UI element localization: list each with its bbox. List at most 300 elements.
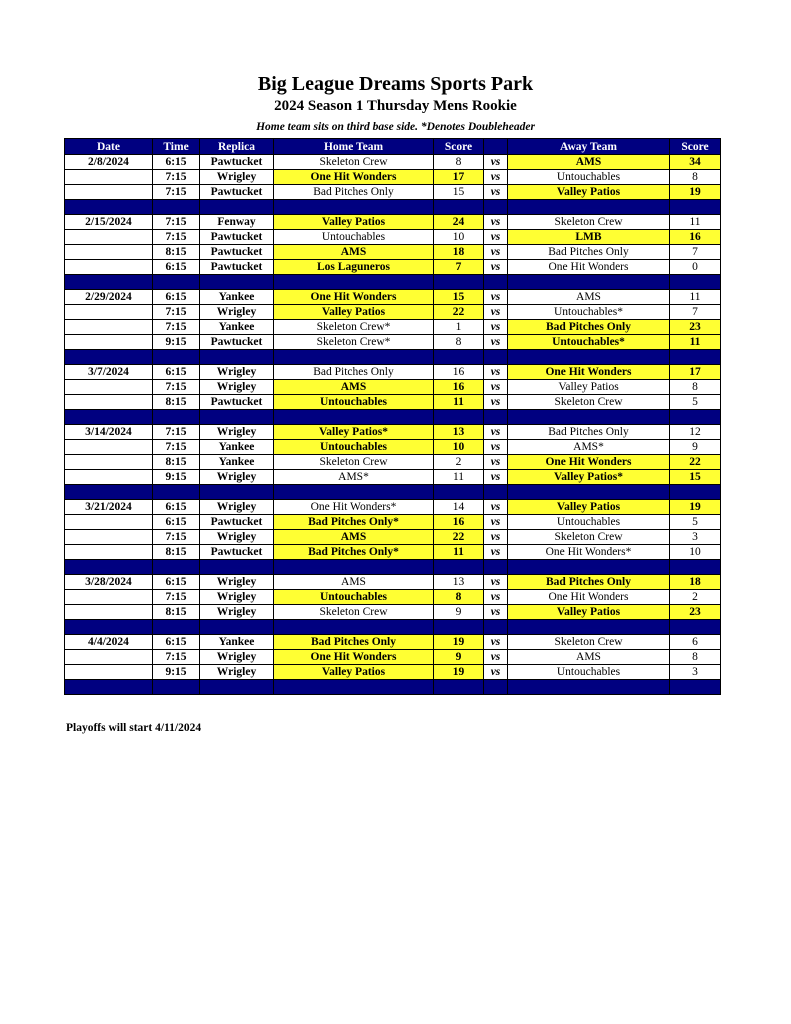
away-team: Bad Pitches Only [508, 245, 670, 260]
away-score: 3 [670, 665, 721, 680]
home-team: Skeleton Crew [274, 605, 434, 620]
separator-cell [274, 680, 434, 695]
game-row [65, 470, 721, 485]
away-team: One Hit Wonders* [508, 545, 670, 560]
home-team: Valley Patios* [274, 425, 434, 440]
away-team: Bad Pitches Only [508, 425, 670, 440]
separator-cell [508, 485, 670, 500]
game-replica: Wrigley [200, 470, 274, 485]
game-row [65, 185, 721, 200]
away-score: 12 [670, 425, 721, 440]
vs-label: vs [484, 635, 508, 650]
vs-label: vs [484, 605, 508, 620]
away-score: 19 [670, 185, 721, 200]
away-score: 23 [670, 320, 721, 335]
game-date [65, 230, 153, 245]
separator-cell [670, 350, 721, 365]
home-score: 8 [434, 155, 484, 170]
game-time: 7:15 [153, 170, 200, 185]
separator-cell [153, 680, 200, 695]
game-date [65, 335, 153, 350]
home-team: Valley Patios [274, 305, 434, 320]
away-team: Valley Patios* [508, 470, 670, 485]
game-date: 3/28/2024 [65, 575, 153, 590]
vs-label: vs [484, 650, 508, 665]
game-time: 8:15 [153, 455, 200, 470]
vs-label: vs [484, 305, 508, 320]
home-score: 8 [434, 590, 484, 605]
game-row [65, 545, 721, 560]
home-team: Untouchables [274, 440, 434, 455]
game-replica: Wrigley [200, 575, 274, 590]
separator-cell [65, 275, 153, 290]
separator-cell [274, 620, 434, 635]
game-row [65, 455, 721, 470]
col-away-score: Score [670, 139, 721, 155]
away-score: 5 [670, 395, 721, 410]
week-separator [65, 275, 721, 290]
game-time: 7:15 [153, 320, 200, 335]
away-score: 22 [670, 455, 721, 470]
vs-label: vs [484, 440, 508, 455]
schedule-table [64, 138, 721, 695]
away-team: Untouchables [508, 665, 670, 680]
away-team: Valley Patios [508, 605, 670, 620]
separator-cell [274, 200, 434, 215]
vs-label: vs [484, 395, 508, 410]
away-team: AMS [508, 290, 670, 305]
away-team: Untouchables* [508, 305, 670, 320]
home-team: AMS* [274, 470, 434, 485]
vs-label: vs [484, 230, 508, 245]
separator-cell [434, 560, 484, 575]
week-separator [65, 560, 721, 575]
home-score: 13 [434, 425, 484, 440]
vs-label: vs [484, 515, 508, 530]
game-time: 8:15 [153, 545, 200, 560]
separator-cell [153, 350, 200, 365]
col-vs [484, 139, 508, 155]
separator-cell [434, 200, 484, 215]
separator-cell [153, 275, 200, 290]
home-team: Skeleton Crew [274, 455, 434, 470]
vs-label: vs [484, 335, 508, 350]
game-replica: Pawtucket [200, 335, 274, 350]
home-team: Bad Pitches Only* [274, 545, 434, 560]
separator-cell [434, 350, 484, 365]
vs-label: vs [484, 665, 508, 680]
vs-label: vs [484, 365, 508, 380]
game-replica: Yankee [200, 440, 274, 455]
game-row [65, 395, 721, 410]
game-replica: Pawtucket [200, 545, 274, 560]
game-replica: Pawtucket [200, 185, 274, 200]
game-date [65, 545, 153, 560]
separator-cell [508, 680, 670, 695]
vs-label: vs [484, 215, 508, 230]
separator-cell [153, 200, 200, 215]
game-replica: Yankee [200, 635, 274, 650]
separator-cell [200, 620, 274, 635]
vs-label: vs [484, 455, 508, 470]
game-time: 7:15 [153, 530, 200, 545]
game-row [65, 380, 721, 395]
game-date [65, 470, 153, 485]
game-time: 7:15 [153, 215, 200, 230]
home-team: Bad Pitches Only* [274, 515, 434, 530]
game-time: 7:15 [153, 305, 200, 320]
game-replica: Wrigley [200, 530, 274, 545]
away-score: 9 [670, 440, 721, 455]
separator-cell [434, 485, 484, 500]
separator-cell [200, 410, 274, 425]
home-team: Bad Pitches Only [274, 635, 434, 650]
separator-cell [508, 275, 670, 290]
game-date: 3/7/2024 [65, 365, 153, 380]
col-time: Time [153, 139, 200, 155]
separator-cell [65, 200, 153, 215]
away-team: Untouchables [508, 170, 670, 185]
game-date [65, 170, 153, 185]
game-row [65, 230, 721, 245]
game-time: 8:15 [153, 395, 200, 410]
col-home-team: Home Team [274, 139, 434, 155]
separator-cell [274, 275, 434, 290]
separator-cell [484, 560, 508, 575]
game-row [65, 425, 721, 440]
home-score: 19 [434, 665, 484, 680]
away-team: Skeleton Crew [508, 215, 670, 230]
game-date [65, 590, 153, 605]
home-team: Valley Patios [274, 215, 434, 230]
separator-cell [274, 350, 434, 365]
home-score: 7 [434, 260, 484, 275]
home-team: One Hit Wonders [274, 650, 434, 665]
week-separator [65, 350, 721, 365]
separator-cell [484, 620, 508, 635]
header-row [65, 139, 721, 155]
separator-cell [153, 620, 200, 635]
away-team: AMS* [508, 440, 670, 455]
game-time: 6:15 [153, 365, 200, 380]
game-time: 7:15 [153, 380, 200, 395]
away-score: 3 [670, 530, 721, 545]
away-score: 2 [670, 590, 721, 605]
home-score: 9 [434, 650, 484, 665]
vs-label: vs [484, 545, 508, 560]
vs-label: vs [484, 575, 508, 590]
week-separator [65, 620, 721, 635]
col-replica: Replica [200, 139, 274, 155]
away-score: 16 [670, 230, 721, 245]
home-score: 2 [434, 455, 484, 470]
game-date [65, 515, 153, 530]
separator-cell [200, 275, 274, 290]
away-team: LMB [508, 230, 670, 245]
home-team: Untouchables [274, 395, 434, 410]
game-date [65, 605, 153, 620]
game-row [65, 590, 721, 605]
game-replica: Pawtucket [200, 230, 274, 245]
home-team: Bad Pitches Only [274, 365, 434, 380]
away-team: One Hit Wonders [508, 260, 670, 275]
game-replica: Wrigley [200, 605, 274, 620]
home-score: 22 [434, 530, 484, 545]
home-team: One Hit Wonders [274, 170, 434, 185]
separator-cell [65, 485, 153, 500]
separator-cell [153, 485, 200, 500]
game-replica: Fenway [200, 215, 274, 230]
away-team: Valley Patios [508, 185, 670, 200]
vs-label: vs [484, 185, 508, 200]
home-score: 15 [434, 185, 484, 200]
game-date [65, 440, 153, 455]
schedule-note: Home team sits on third base side. *Denotes Doubleheader [256, 121, 535, 133]
game-row [65, 530, 721, 545]
separator-cell [274, 560, 434, 575]
home-score: 16 [434, 380, 484, 395]
vs-label: vs [484, 320, 508, 335]
separator-cell [484, 350, 508, 365]
away-score: 7 [670, 245, 721, 260]
game-replica: Wrigley [200, 590, 274, 605]
game-row [65, 440, 721, 455]
separator-cell [670, 680, 721, 695]
game-time: 7:15 [153, 650, 200, 665]
game-row [65, 650, 721, 665]
home-score: 18 [434, 245, 484, 260]
separator-cell [508, 350, 670, 365]
game-time: 9:15 [153, 665, 200, 680]
vs-label: vs [484, 470, 508, 485]
vs-label: vs [484, 380, 508, 395]
away-team: AMS [508, 650, 670, 665]
game-replica: Wrigley [200, 365, 274, 380]
home-team: AMS [274, 380, 434, 395]
game-replica: Pawtucket [200, 260, 274, 275]
game-row [65, 215, 721, 230]
away-team: Skeleton Crew [508, 530, 670, 545]
away-team: AMS [508, 155, 670, 170]
week-separator [65, 485, 721, 500]
game-time: 7:15 [153, 590, 200, 605]
separator-cell [65, 410, 153, 425]
home-score: 1 [434, 320, 484, 335]
game-time: 9:15 [153, 470, 200, 485]
game-replica: Yankee [200, 290, 274, 305]
home-score: 16 [434, 365, 484, 380]
vs-label: vs [484, 500, 508, 515]
game-date: 2/15/2024 [65, 215, 153, 230]
game-replica: Wrigley [200, 305, 274, 320]
game-row [65, 500, 721, 515]
away-score: 18 [670, 575, 721, 590]
vs-label: vs [484, 530, 508, 545]
game-date [65, 380, 153, 395]
game-row [65, 575, 721, 590]
separator-cell [274, 485, 434, 500]
away-score: 19 [670, 500, 721, 515]
game-time: 8:15 [153, 245, 200, 260]
game-replica: Pawtucket [200, 515, 274, 530]
game-date: 4/4/2024 [65, 635, 153, 650]
game-time: 8:15 [153, 605, 200, 620]
away-score: 11 [670, 335, 721, 350]
separator-cell [274, 410, 434, 425]
separator-cell [65, 620, 153, 635]
home-score: 10 [434, 440, 484, 455]
away-team: Valley Patios [508, 500, 670, 515]
separator-cell [670, 560, 721, 575]
away-team: Skeleton Crew [508, 395, 670, 410]
separator-cell [200, 485, 274, 500]
separator-cell [484, 410, 508, 425]
home-team: Los Laguneros [274, 260, 434, 275]
away-score: 5 [670, 515, 721, 530]
separator-cell [670, 410, 721, 425]
game-row [65, 245, 721, 260]
playoffs-note: Playoffs will start 4/11/2024 [66, 722, 202, 734]
game-replica: Wrigley [200, 650, 274, 665]
separator-cell [484, 200, 508, 215]
game-time: 7:15 [153, 425, 200, 440]
away-team: One Hit Wonders [508, 365, 670, 380]
game-row [65, 170, 721, 185]
game-replica: Pawtucket [200, 245, 274, 260]
separator-cell [153, 410, 200, 425]
game-replica: Wrigley [200, 380, 274, 395]
home-score: 10 [434, 230, 484, 245]
game-row [65, 260, 721, 275]
game-date [65, 395, 153, 410]
away-team: Valley Patios [508, 380, 670, 395]
home-team: AMS [274, 530, 434, 545]
game-replica: Pawtucket [200, 395, 274, 410]
home-team: Skeleton Crew [274, 155, 434, 170]
away-score: 23 [670, 605, 721, 620]
week-separator [65, 410, 721, 425]
game-replica: Yankee [200, 320, 274, 335]
week-separator [65, 680, 721, 695]
away-score: 34 [670, 155, 721, 170]
home-score: 8 [434, 335, 484, 350]
game-time: 6:15 [153, 260, 200, 275]
home-team: Skeleton Crew* [274, 320, 434, 335]
game-time: 7:15 [153, 440, 200, 455]
vs-label: vs [484, 170, 508, 185]
game-replica: Wrigley [200, 170, 274, 185]
separator-cell [670, 485, 721, 500]
vs-label: vs [484, 590, 508, 605]
game-time: 6:15 [153, 155, 200, 170]
game-date: 3/14/2024 [65, 425, 153, 440]
game-time: 9:15 [153, 335, 200, 350]
home-score: 13 [434, 575, 484, 590]
game-date: 3/21/2024 [65, 500, 153, 515]
game-row [65, 335, 721, 350]
week-separator [65, 200, 721, 215]
col-home-score: Score [434, 139, 484, 155]
away-team: Untouchables [508, 515, 670, 530]
separator-cell [508, 410, 670, 425]
separator-cell [484, 485, 508, 500]
separator-cell [200, 680, 274, 695]
away-score: 0 [670, 260, 721, 275]
away-team: One Hit Wonders [508, 455, 670, 470]
home-score: 11 [434, 395, 484, 410]
game-replica: Wrigley [200, 425, 274, 440]
game-time: 6:15 [153, 575, 200, 590]
away-team: Bad Pitches Only [508, 575, 670, 590]
vs-label: vs [484, 290, 508, 305]
away-team: Untouchables* [508, 335, 670, 350]
separator-cell [153, 560, 200, 575]
schedule-body [65, 155, 721, 695]
game-date [65, 305, 153, 320]
home-score: 17 [434, 170, 484, 185]
home-score: 15 [434, 290, 484, 305]
game-replica: Pawtucket [200, 155, 274, 170]
away-team: Bad Pitches Only [508, 320, 670, 335]
separator-cell [200, 560, 274, 575]
game-date [65, 665, 153, 680]
separator-cell [508, 620, 670, 635]
home-score: 14 [434, 500, 484, 515]
away-score: 7 [670, 305, 721, 320]
vs-label: vs [484, 425, 508, 440]
game-time: 6:15 [153, 515, 200, 530]
game-row [65, 155, 721, 170]
game-date [65, 320, 153, 335]
game-date: 2/29/2024 [65, 290, 153, 305]
game-row [65, 635, 721, 650]
home-team: One Hit Wonders* [274, 500, 434, 515]
away-score: 8 [670, 170, 721, 185]
home-score: 19 [434, 635, 484, 650]
home-team: AMS [274, 245, 434, 260]
separator-cell [434, 275, 484, 290]
away-score: 17 [670, 365, 721, 380]
home-score: 9 [434, 605, 484, 620]
separator-cell [508, 200, 670, 215]
home-team: Valley Patios [274, 665, 434, 680]
away-score: 15 [670, 470, 721, 485]
home-team: Untouchables [274, 230, 434, 245]
separator-cell [670, 200, 721, 215]
game-date [65, 530, 153, 545]
separator-cell [65, 560, 153, 575]
game-date: 2/8/2024 [65, 155, 153, 170]
page-title: Big League Dreams Sports Park [257, 73, 534, 95]
col-away-team: Away Team [508, 139, 670, 155]
game-row [65, 290, 721, 305]
game-row [65, 605, 721, 620]
game-row [65, 320, 721, 335]
away-score: 10 [670, 545, 721, 560]
separator-cell [65, 350, 153, 365]
home-score: 16 [434, 515, 484, 530]
game-row [65, 515, 721, 530]
separator-cell [65, 680, 153, 695]
game-date [65, 260, 153, 275]
separator-cell [434, 410, 484, 425]
col-date: Date [65, 139, 153, 155]
home-team: Untouchables [274, 590, 434, 605]
vs-label: vs [484, 260, 508, 275]
away-score: 11 [670, 215, 721, 230]
separator-cell [484, 275, 508, 290]
game-time: 7:15 [153, 185, 200, 200]
